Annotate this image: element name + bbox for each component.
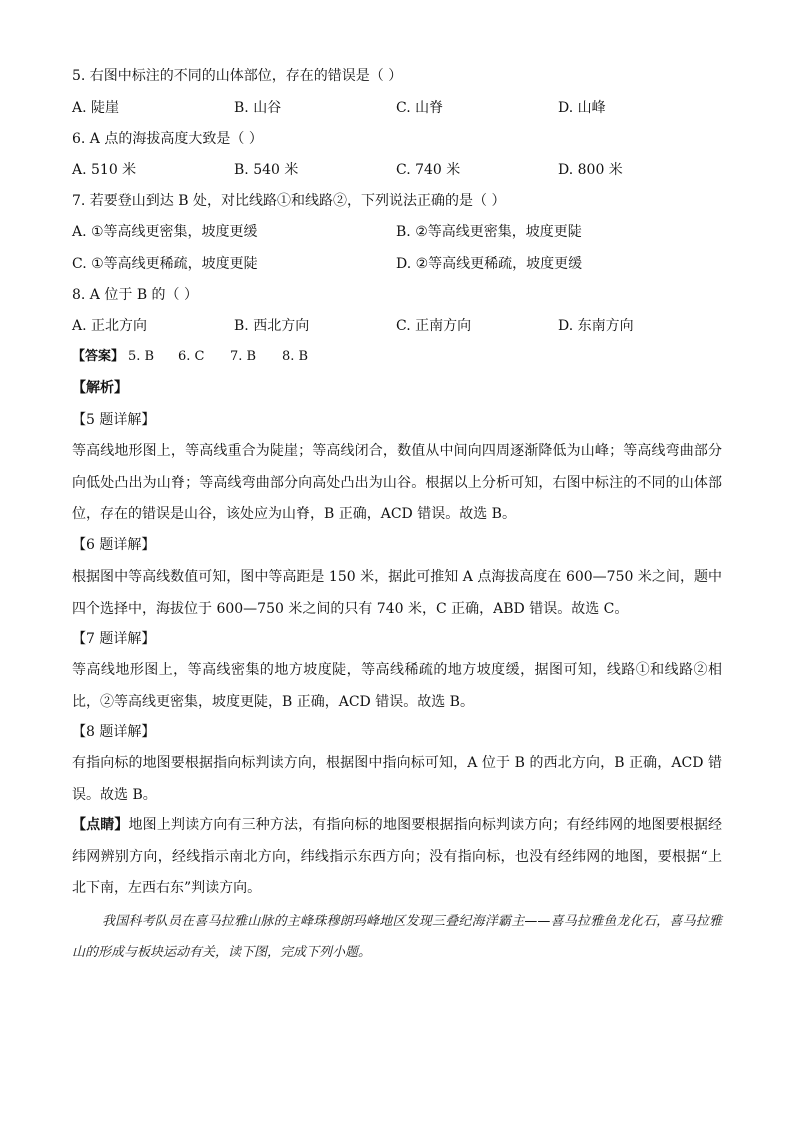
q7-option-c: C. ①等高线更稀疏，坡度更陡 xyxy=(72,256,258,272)
detail-8-title: 【8 题详解】 xyxy=(72,724,156,740)
tip-text: 地图上判读方向有三种方法，有指向标的地图要根据指向标判读方向；有经纬网的地图要根据经纬网辨别方向，经线指示南北方向，纬线指示东西方向；没有指向标，也没有经纬网的地图，要根据“上北下南，左西右东”判读方向。 xyxy=(72,817,723,896)
answer-8: 8. B xyxy=(282,349,309,364)
q5-option-d: D. 山峰 xyxy=(558,100,606,116)
question-8-stem: 8. A 位于 B 的（ ） xyxy=(72,287,199,303)
q6-option-d: D. 800 米 xyxy=(558,162,623,178)
q8-option-b: B. 西北方向 xyxy=(234,318,310,334)
analysis-tag: 【解析】 xyxy=(72,380,128,396)
question-6-options xyxy=(72,160,732,180)
q6-option-a: A. 510 米 xyxy=(72,162,137,178)
answer-line xyxy=(72,347,732,367)
detail-5-title: 【5 题详解】 xyxy=(72,412,156,428)
question-6-stem: 6. A 点的海拔高度大致是（ ） xyxy=(72,131,263,147)
detail-8-text: 有指向标的地图要根据指向标判读方向，根据图中指向标可知，A 位于 B 的西北方向，B 正确，ACD 错误。故选 B。 xyxy=(72,755,722,803)
q8-option-a: A. 正北方向 xyxy=(72,318,148,334)
question-8-options xyxy=(72,316,732,336)
detail-7-text: 等高线地形图上，等高线密集的地方坡度陡，等高线稀疏的地方坡度缓，据图可知，线路①和线路②相比，②等高线更密集，坡度更陡，B 正确，ACD 错误。故选 B。 xyxy=(72,662,722,710)
answer-tag: 【答案】 xyxy=(72,349,125,364)
detail-7-title: 【7 题详解】 xyxy=(72,631,156,647)
q7-option-a: A. ①等高线更密集，坡度更缓 xyxy=(72,224,258,240)
question-5-stem: 5. 右图中标注的不同的山体部位，存在的错误是（ ） xyxy=(72,68,403,84)
detail-6-text: 根据图中等高线数值可知，图中等高距是 150 米，据此可推知 A 点海拔高度在 600—750 米之间，题中四个选择中，海拔位于 600—750 米之间的只有 740 米，C 正确，ABD 错误。故选 C。 xyxy=(72,569,722,617)
q6-option-b: B. 540 米 xyxy=(234,162,299,178)
question-7-options-row1 xyxy=(72,222,732,242)
question-7-options-row2 xyxy=(72,254,732,274)
next-question-intro: 我国科考队员在喜马拉雅山脉的主峰珠穆朗玛峰地区发现三叠纪海洋霸主——喜马拉雅鱼龙化石，喜马拉雅山的形成与板块运动有关，读下图，完成下列小题。 xyxy=(72,914,722,960)
tip-block xyxy=(72,810,722,905)
q7-option-d: D. ②等高线更稀疏，坡度更缓 xyxy=(396,256,583,272)
answer-6: 6. C xyxy=(178,349,205,364)
q8-option-c: C. 正南方向 xyxy=(396,318,472,334)
q8-option-d: D. 东南方向 xyxy=(558,318,634,334)
question-5-options xyxy=(72,98,732,118)
q7-option-b: B. ②等高线更密集，坡度更陡 xyxy=(396,224,582,240)
q5-option-b: B. 山谷 xyxy=(234,100,282,116)
question-7-stem: 7. 若要登山到达 B 处，对比线路①和线路②，下列说法正确的是（ ） xyxy=(72,193,506,209)
q5-option-a: A. 陡崖 xyxy=(72,100,120,116)
q5-option-c: C. 山脊 xyxy=(396,100,444,116)
tip-tag: 【点睛】 xyxy=(72,817,129,833)
answer-7: 7. B xyxy=(230,349,257,364)
answer-5: 5. B xyxy=(128,349,155,364)
q6-option-c: C. 740 米 xyxy=(396,162,461,178)
detail-6-title: 【6 题详解】 xyxy=(72,537,156,553)
detail-5-text: 等高线地形图上，等高线重合为陡崖；等高线闭合，数值从中间向四周逐渐降低为山峰；等高线弯曲部分向低处凸出为山脊；等高线弯曲部分向高处凸出为山谷。根据以上分析可知，右图中标注的不同的山体部位，存在的错误是山谷，该处应为山脊，B 正确，ACD 错误。故选 B。 xyxy=(72,443,722,522)
